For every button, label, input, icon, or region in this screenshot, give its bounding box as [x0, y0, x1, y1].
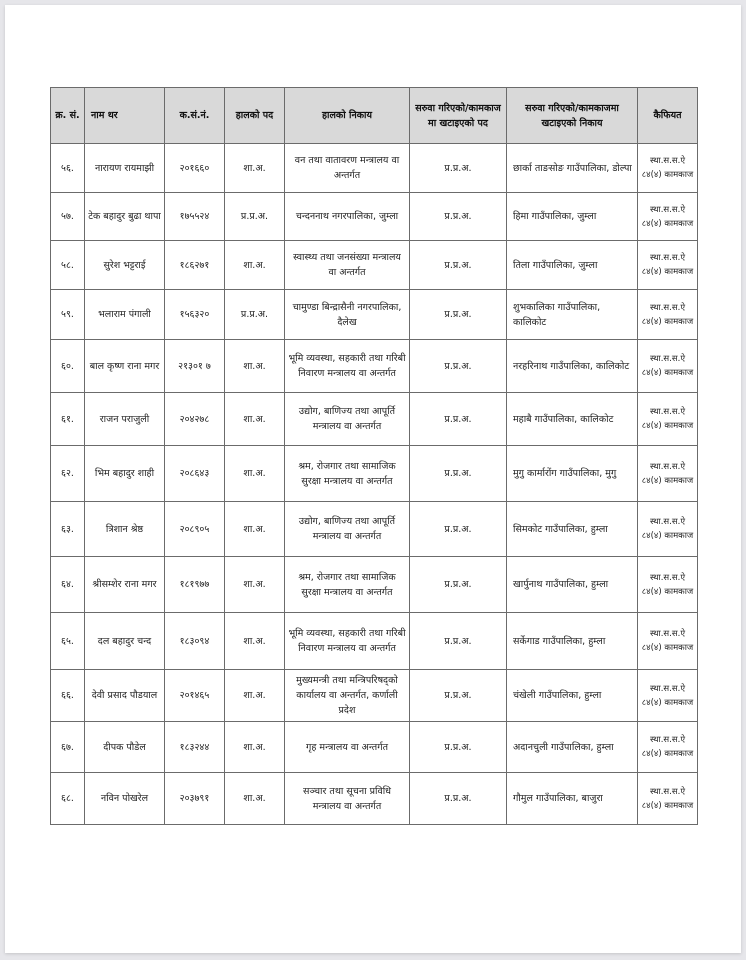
cell-serial: ६८.: [51, 773, 85, 825]
document-page: [5, 5, 741, 953]
cell-transferred-office: सर्केगाड गाउँपालिका, हुम्ला: [507, 613, 638, 670]
cell-transferred-post: प्र.प्र.अ.: [410, 193, 507, 241]
cell-current-office: वन तथा वातावरण मन्त्रालय वा अन्तर्गत: [285, 144, 410, 193]
cell-remarks: स्था.स.स.ऐ ८४(४) कामकाज: [638, 722, 698, 773]
cell-current-post: शा.अ.: [225, 722, 285, 773]
cell-transferred-office: तिला गाउँपालिका, जुम्ला: [507, 241, 638, 290]
cell-serial: ६७.: [51, 722, 85, 773]
transfer-table: [50, 87, 698, 825]
cell-current-post: शा.अ.: [225, 557, 285, 613]
cell-staff-id: १८३२४४: [165, 722, 225, 773]
cell-serial: ५७.: [51, 193, 85, 241]
cell-current-office: चन्दननाथ नगरपालिका, जुम्ला: [285, 193, 410, 241]
cell-staff-id: २०८६४३: [165, 446, 225, 502]
cell-transferred-office: नरहरिनाथ गाउँपालिका, कालिकोट: [507, 340, 638, 393]
cell-name: नारायण रायमाझी: [85, 144, 165, 193]
cell-name: टेक बहादुर बुढा थापा: [85, 193, 165, 241]
cell-transferred-post: प्र.प्र.अ.: [410, 502, 507, 557]
cell-current-post: शा.अ.: [225, 241, 285, 290]
cell-staff-id: २१३०१ ७: [165, 340, 225, 393]
header-current-office: हालको निकाय: [285, 88, 410, 144]
cell-remarks: स्था.स.स.ऐ ८४(४) कामकाज: [638, 613, 698, 670]
cell-current-office: उद्योग, बाणिज्य तथा आपूर्ति मन्त्रालय वा अन्तर्गत: [285, 502, 410, 557]
cell-staff-id: २०३७९१: [165, 773, 225, 825]
cell-current-post: प्र.प्र.अ.: [225, 290, 285, 340]
cell-transferred-office: खार्पुनाथ गाउँपालिका, हुम्ला: [507, 557, 638, 613]
cell-current-post: शा.अ.: [225, 144, 285, 193]
cell-serial: ६६.: [51, 670, 85, 722]
cell-transferred-post: प्र.प्र.अ.: [410, 613, 507, 670]
header-transferred-post: सरुवा गरिएको/कामकाज मा खटाइएको पद: [410, 88, 507, 144]
cell-transferred-post: प्र.प्र.अ.: [410, 773, 507, 825]
cell-staff-id: १८१९७७: [165, 557, 225, 613]
table-row: [51, 241, 698, 290]
cell-transferred-post: प्र.प्र.अ.: [410, 446, 507, 502]
header-current-post: हालको पद: [225, 88, 285, 144]
table-row: [51, 393, 698, 446]
cell-current-office: मुख्यमन्त्री तथा मन्त्रिपरिषद्को कार्यालय वा अन्तर्गत, कर्णाली प्रदेश: [285, 670, 410, 722]
cell-transferred-post: प्र.प्र.अ.: [410, 241, 507, 290]
cell-staff-id: २०४२७८: [165, 393, 225, 446]
cell-name: राजन पराजुली: [85, 393, 165, 446]
cell-transferred-office: हिमा गाउँपालिका, जुम्ला: [507, 193, 638, 241]
header-serial: क्र. सं.: [51, 88, 85, 144]
cell-name: देवी प्रसाद पौडयाल: [85, 670, 165, 722]
cell-transferred-office: गौमुल गाउँपालिका, बाजुरा: [507, 773, 638, 825]
cell-current-post: शा.अ.: [225, 670, 285, 722]
cell-transferred-office: छार्का ताङसोङ गाउँपालिका, डोल्पा: [507, 144, 638, 193]
cell-serial: ६४.: [51, 557, 85, 613]
cell-transferred-office: सिमकोट गाउँपालिका, हुम्ला: [507, 502, 638, 557]
cell-transferred-office: शुभकालिका गाउँपालिका, कालिकोट: [507, 290, 638, 340]
cell-current-post: शा.अ.: [225, 446, 285, 502]
cell-serial: ५८.: [51, 241, 85, 290]
cell-transferred-office: चंखेली गाउँपालिका, हुम्ला: [507, 670, 638, 722]
cell-transferred-post: प्र.प्र.अ.: [410, 557, 507, 613]
cell-name: नविन पोखरेल: [85, 773, 165, 825]
cell-transferred-office: अदानचुली गाउँपालिका, हुम्ला: [507, 722, 638, 773]
cell-current-post: शा.अ.: [225, 613, 285, 670]
cell-serial: ५६.: [51, 144, 85, 193]
cell-serial: ६३.: [51, 502, 85, 557]
cell-remarks: स्था.स.स.ऐ ८४(४) कामकाज: [638, 144, 698, 193]
cell-transferred-post: प्र.प्र.अ.: [410, 144, 507, 193]
header-remarks: कैफियत: [638, 88, 698, 144]
table-header-row: [51, 88, 698, 144]
cell-current-office: स्वास्थ्य तथा जनसंख्या मन्त्रालय वा अन्तर्गत: [285, 241, 410, 290]
cell-remarks: स्था.स.स.ऐ ८४(४) कामकाज: [638, 670, 698, 722]
header-transferred-office: सरुवा गरिएको/कामकाजमा खटाइएको निकाय: [507, 88, 638, 144]
header-staff-id: क.सं.नं.: [165, 88, 225, 144]
cell-staff-id: २०८९०५: [165, 502, 225, 557]
cell-staff-id: २०१६६०: [165, 144, 225, 193]
cell-serial: ६०.: [51, 340, 85, 393]
cell-serial: ६१.: [51, 393, 85, 446]
cell-current-post: शा.अ.: [225, 502, 285, 557]
cell-current-office: सञ्चार तथा सूचना प्रविधि मन्त्रालय वा अन्तर्गत: [285, 773, 410, 825]
table-row: [51, 144, 698, 193]
cell-current-office: उद्योग, बाणिज्य तथा आपूर्ति मन्त्रालय वा अन्तर्गत: [285, 393, 410, 446]
cell-transferred-office: महाबै गाउँपालिका, कालिकोट: [507, 393, 638, 446]
cell-name: भलाराम पंगाली: [85, 290, 165, 340]
cell-remarks: स्था.स.स.ऐ ८४(४) कामकाज: [638, 446, 698, 502]
cell-transferred-post: प्र.प्र.अ.: [410, 393, 507, 446]
cell-transferred-office: मुगु कार्मारोंग गाउँपालिका, मुगु: [507, 446, 638, 502]
cell-remarks: स्था.स.स.ऐ ८४(४) कामकाज: [638, 502, 698, 557]
header-name: नाम थर: [85, 88, 165, 144]
cell-current-post: प्र.प्र.अ.: [225, 193, 285, 241]
cell-name: भिम बहादुर शाही: [85, 446, 165, 502]
cell-staff-id: १८६२७१: [165, 241, 225, 290]
cell-name: दीपक पौडेल: [85, 722, 165, 773]
cell-name: श्रीसम्शेर राना मगर: [85, 557, 165, 613]
cell-remarks: स्था.स.स.ऐ ८४(४) कामकाज: [638, 193, 698, 241]
table-row: [51, 670, 698, 722]
cell-current-office: भूमि व्यवस्था, सहकारी तथा गरिबी निवारण मन्त्रालय वा अन्तर्गत: [285, 613, 410, 670]
cell-current-office: भूमि व्यवस्था, सहकारी तथा गरिबी निवारण मन्त्रालय वा अन्तर्गत: [285, 340, 410, 393]
table-row: [51, 193, 698, 241]
cell-name: सुरेश भट्टराई: [85, 241, 165, 290]
cell-serial: ६५.: [51, 613, 85, 670]
cell-serial: ६२.: [51, 446, 85, 502]
cell-serial: ५९.: [51, 290, 85, 340]
cell-remarks: स्था.स.स.ऐ ८४(४) कामकाज: [638, 393, 698, 446]
cell-remarks: स्था.स.स.ऐ ८४(४) कामकाज: [638, 773, 698, 825]
table-row: [51, 340, 698, 393]
cell-remarks: स्था.स.स.ऐ ८४(४) कामकाज: [638, 241, 698, 290]
cell-current-post: शा.अ.: [225, 340, 285, 393]
cell-name: त्रिशान श्रेष्ठ: [85, 502, 165, 557]
table-row: [51, 446, 698, 502]
cell-current-post: शा.अ.: [225, 773, 285, 825]
cell-remarks: स्था.स.स.ऐ ८४(४) कामकाज: [638, 290, 698, 340]
cell-transferred-post: प्र.प्र.अ.: [410, 340, 507, 393]
cell-current-office: चामुण्डा बिन्द्रासैनी नगरपालिका, दैलेख: [285, 290, 410, 340]
table-row: [51, 722, 698, 773]
cell-staff-id: २०१४६५: [165, 670, 225, 722]
cell-current-post: शा.अ.: [225, 393, 285, 446]
cell-current-office: गृह मन्त्रालय वा अन्तर्गत: [285, 722, 410, 773]
table-row: [51, 557, 698, 613]
cell-transferred-post: प्र.प्र.अ.: [410, 670, 507, 722]
table-row: [51, 613, 698, 670]
table-row: [51, 502, 698, 557]
cell-remarks: स्था.स.स.ऐ ८४(४) कामकाज: [638, 340, 698, 393]
table-row: [51, 773, 698, 825]
table-row: [51, 290, 698, 340]
cell-staff-id: १८३०९४: [165, 613, 225, 670]
cell-remarks: स्था.स.स.ऐ ८४(४) कामकाज: [638, 557, 698, 613]
cell-current-office: श्रम, रोजगार तथा सामाजिक सुरक्षा मन्त्रालय वा अन्तर्गत: [285, 446, 410, 502]
cell-transferred-post: प्र.प्र.अ.: [410, 290, 507, 340]
cell-name: दल बहादुर चन्द: [85, 613, 165, 670]
cell-staff-id: १५६३२०: [165, 290, 225, 340]
cell-name: बाल कृष्ण राना मगर: [85, 340, 165, 393]
cell-staff-id: १७५५२४: [165, 193, 225, 241]
cell-transferred-post: प्र.प्र.अ.: [410, 722, 507, 773]
cell-current-office: श्रम, रोजगार तथा सामाजिक सुरक्षा मन्त्रालय वा अन्तर्गत: [285, 557, 410, 613]
